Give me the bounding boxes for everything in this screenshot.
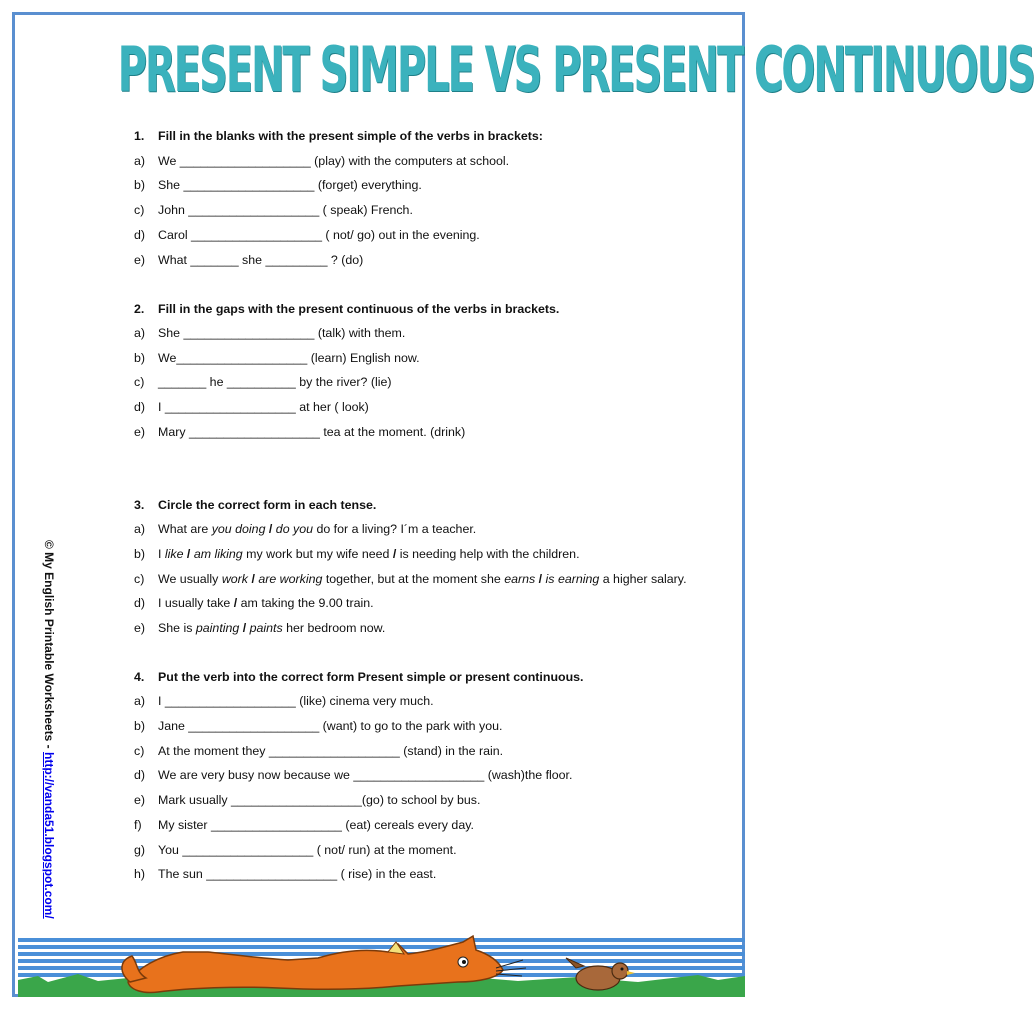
item-label: e) <box>134 252 146 267</box>
item-label: a) <box>134 694 146 709</box>
item-label: d) <box>134 400 146 414</box>
exercise-item <box>134 788 694 813</box>
item-text: I ___________________ at her ( look) <box>158 400 369 414</box>
item-text: We ___________________ (play) with the computers at school. <box>158 153 510 168</box>
section-instruction: Circle the correct form in each tense. <box>158 497 377 512</box>
item-label: a) <box>134 153 146 168</box>
option-separator: / <box>392 546 397 561</box>
exercise-item <box>134 395 694 420</box>
exercise-item <box>134 714 694 739</box>
section-number: 1. <box>134 129 145 144</box>
section-spacer <box>134 641 694 665</box>
item-text: John ___________________ ( speak) French. <box>158 203 413 218</box>
option-text: you doing <box>211 522 266 537</box>
item-text: What _______ she _________ ? (do) <box>158 252 364 267</box>
exercise-section <box>134 296 694 444</box>
exercise-item <box>134 149 694 174</box>
item-label: b) <box>134 546 146 561</box>
copyright-text: © My English Printable Worksheets - <box>42 540 56 752</box>
option-separator: / <box>183 546 194 561</box>
item-label: f) <box>134 817 142 832</box>
item-label: a) <box>134 522 146 537</box>
exercise-item <box>134 420 694 445</box>
item-label: d) <box>134 768 146 783</box>
option-text: do you <box>275 522 313 537</box>
sentence-fragment: She is <box>158 620 196 635</box>
item-text: We are very busy now because we ___________________ (wash)the floor. <box>158 768 573 783</box>
item-text <box>158 591 694 616</box>
section-spacer <box>134 272 694 296</box>
option-separator: / <box>535 571 546 586</box>
item-label: d) <box>134 596 146 611</box>
footer-banner <box>18 938 745 997</box>
section-heading <box>134 665 694 690</box>
item-text: At the moment they ___________________ (stand) in the rain. <box>158 743 504 758</box>
option-separator: / <box>265 522 276 537</box>
item-text: My sister ___________________ (eat) cereals every day. <box>158 817 474 832</box>
item-label: e) <box>134 424 146 439</box>
sentence-fragment: her bedroom now. <box>282 620 386 635</box>
section-spacer <box>134 444 694 492</box>
item-text <box>158 567 694 592</box>
exercise-item <box>134 813 694 838</box>
section-instruction: Fill in the gaps with the present continuous of the verbs in brackets. <box>158 301 560 316</box>
item-text: The sun ___________________ ( rise) in the east. <box>158 867 437 882</box>
item-text: Mary ___________________ tea at the moment. (drink) <box>158 424 466 439</box>
exercise-item <box>134 862 694 887</box>
item-text: She ___________________ (talk) with them. <box>158 325 406 340</box>
sentence-fragment: do for a living? I´m a teacher. <box>313 522 477 537</box>
item-text: She ___________________ (forget) everything. <box>158 178 422 193</box>
item-label: h) <box>134 867 146 882</box>
item-text <box>158 542 694 567</box>
item-label: a) <box>134 325 146 340</box>
item-text <box>158 517 694 542</box>
sentence-fragment: am taking the 9.00 train. <box>237 596 374 611</box>
section-number: 2. <box>134 301 145 316</box>
sentence-fragment: What are <box>158 522 212 537</box>
item-text: _______ he __________ by the river? (lie) <box>158 375 392 390</box>
exercise-item <box>134 567 694 592</box>
item-text <box>158 616 694 641</box>
option-text: work <box>221 571 248 586</box>
exercise-item <box>134 763 694 788</box>
section-number: 4. <box>134 669 145 684</box>
sentence-fragment: my work but my wife need <box>242 546 393 561</box>
exercise-item <box>134 739 694 764</box>
section-number: 3. <box>134 497 145 512</box>
item-text: I ___________________ (like) cinema very much. <box>158 694 434 709</box>
exercise-item <box>134 542 694 567</box>
section-instruction: Fill in the blanks with the present simple of the verbs in brackets: <box>158 129 543 144</box>
item-text: Mark usually ___________________(go) to school by bus. <box>158 793 481 808</box>
item-label: c) <box>134 375 145 390</box>
item-text: Carol ___________________ ( not/ go) out in the evening. <box>158 227 480 242</box>
exercise-item <box>134 838 694 863</box>
item-label: g) <box>134 842 146 857</box>
worksheet-frame <box>12 12 1034 997</box>
option-text: is earning <box>545 571 600 586</box>
exercise-item <box>134 591 694 616</box>
item-label: c) <box>134 203 145 218</box>
section-heading <box>134 124 694 149</box>
exercise-section <box>134 124 694 272</box>
exercise-item <box>134 517 694 542</box>
option-separator: / <box>239 620 250 635</box>
exercise-section <box>134 665 694 887</box>
section-heading <box>134 296 694 321</box>
item-label: e) <box>134 793 146 808</box>
section-heading <box>134 492 694 517</box>
option-text: painting <box>195 620 240 635</box>
option-separator: / <box>233 596 238 611</box>
option-text: are working <box>258 571 323 586</box>
exercise-item <box>134 223 694 248</box>
option-text: paints <box>249 620 283 635</box>
item-label: d) <box>134 227 146 242</box>
sentence-fragment: I <box>158 546 165 561</box>
exercise-section <box>134 492 694 640</box>
exercise-item <box>134 321 694 346</box>
item-label: b) <box>134 719 146 733</box>
item-label: b) <box>134 178 146 193</box>
exercise-item <box>134 248 694 273</box>
section-instruction: Put the verb into the correct form Present simple or present continuous. <box>158 669 584 684</box>
option-text: am liking <box>193 546 243 561</box>
sentence-fragment: We usually <box>158 571 222 586</box>
item-label: e) <box>134 620 146 635</box>
exercise-item <box>134 370 694 395</box>
sentence-fragment: I usually take <box>158 596 234 611</box>
item-label: c) <box>134 743 145 758</box>
sentence-fragment: is needing help with the children. <box>396 546 580 561</box>
sentence-fragment: together, but at the moment she <box>322 571 505 586</box>
option-text: earns <box>504 571 536 586</box>
exercise-item <box>134 346 694 371</box>
item-text: Jane ___________________ (want) to go to the park with you. <box>158 719 503 733</box>
exercise-item <box>134 616 694 641</box>
exercise-item <box>134 173 694 198</box>
option-text: like <box>164 546 184 561</box>
item-label: b) <box>134 350 146 365</box>
sentence-fragment: a higher salary. <box>599 571 687 586</box>
exercise-item <box>134 198 694 223</box>
item-text: We___________________ (learn) English now. <box>158 350 420 365</box>
item-label: c) <box>134 571 145 586</box>
exercise-item <box>134 689 694 714</box>
side-note <box>38 540 58 920</box>
page-title: PRESENT SIMPLE VS PRESENT CONTINUOUS <box>117 33 1034 106</box>
blog-link[interactable]: http://vanda51.blogspot.com/ <box>42 752 56 919</box>
option-separator: / <box>248 571 259 586</box>
item-text: You ___________________ ( not/ run) at the moment. <box>158 842 457 857</box>
exercise-content <box>134 124 694 887</box>
